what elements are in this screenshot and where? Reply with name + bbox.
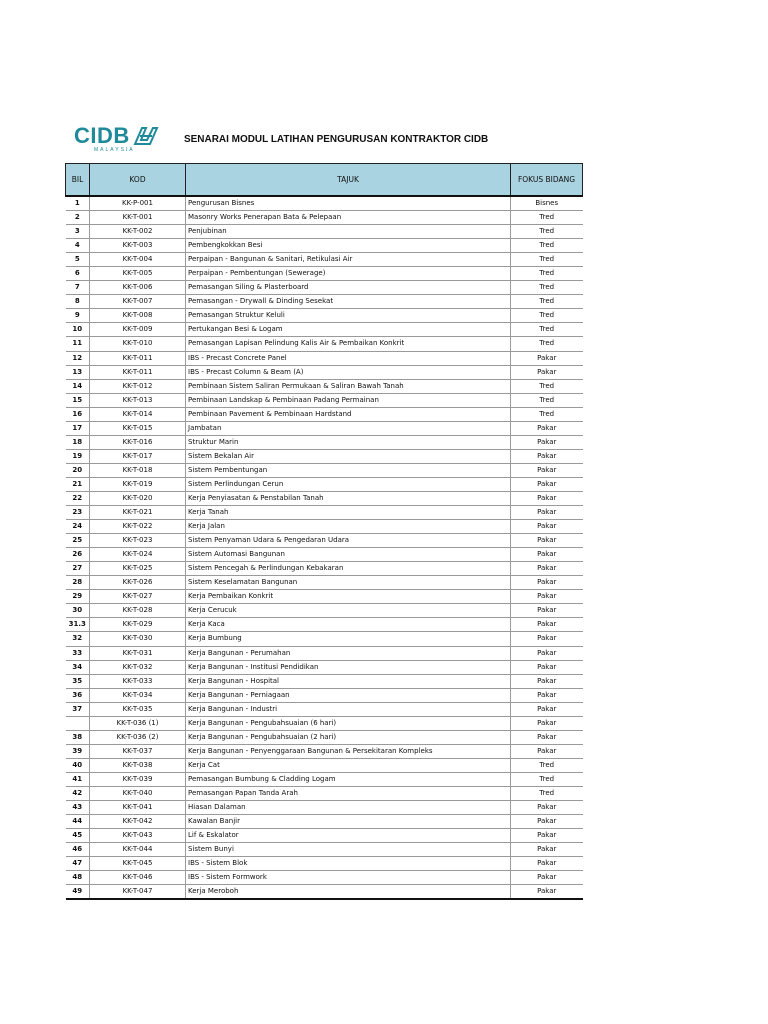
cell-tajuk: IBS - Sistem Formwork	[186, 871, 511, 885]
cell-tajuk: Struktur Marin	[186, 435, 511, 449]
logo-subtext: MALAYSIA	[94, 147, 135, 153]
cell-fokus-bidang: Tred	[511, 379, 583, 393]
cell-tajuk: Kerja Kaca	[186, 618, 511, 632]
cell-bil: 12	[66, 351, 90, 365]
cidb-logo	[72, 122, 182, 158]
cell-fokus-bidang: Pakar	[511, 744, 583, 758]
cell-bil: 42	[66, 786, 90, 800]
cell-fokus-bidang: Tred	[511, 337, 583, 351]
cell-kod: KK-T-003	[90, 239, 186, 253]
cell-bil: 26	[66, 548, 90, 562]
cell-kod: KK-T-019	[90, 477, 186, 491]
cell-kod: KK-T-036 (2)	[90, 730, 186, 744]
cell-tajuk: Sistem Automasi Bangunan	[186, 548, 511, 562]
cell-tajuk: Kerja Bangunan - Pengubahsuaian (6 hari)	[186, 716, 511, 730]
cell-tajuk: Kerja Penyiasatan & Penstabilan Tanah	[186, 491, 511, 505]
cell-kod: KK-T-013	[90, 393, 186, 407]
cell-kod: KK-T-001	[90, 211, 186, 225]
table-row	[66, 618, 583, 632]
table-row	[66, 491, 583, 505]
cell-tajuk: Pemasangan Lapisan Pelindung Kalis Air & Pembaikan Konkrit	[186, 337, 511, 351]
table-row	[66, 885, 583, 900]
cell-tajuk: Kerja Bangunan - Perumahan	[186, 646, 511, 660]
cell-fokus-bidang: Tred	[511, 758, 583, 772]
table-row	[66, 477, 583, 491]
cell-bil: 9	[66, 309, 90, 323]
cell-tajuk: Kerja Meroboh	[186, 885, 511, 900]
table-row	[66, 829, 583, 843]
cell-kod: KK-T-040	[90, 786, 186, 800]
cell-tajuk: Sistem Perlindungan Cerun	[186, 477, 511, 491]
table-row	[66, 702, 583, 716]
table-body	[66, 196, 583, 899]
cell-fokus-bidang: Tred	[511, 253, 583, 267]
cell-fokus-bidang: Tred	[511, 211, 583, 225]
cell-tajuk: Hiasan Dalaman	[186, 801, 511, 815]
cell-bil: 48	[66, 871, 90, 885]
cell-bil: 45	[66, 829, 90, 843]
cell-kod: KK-T-024	[90, 548, 186, 562]
cell-tajuk: Pengurusan Bisnes	[186, 196, 511, 211]
cell-tajuk: Kerja Jalan	[186, 520, 511, 534]
cell-tajuk: Pemasangan Papan Tanda Arah	[186, 786, 511, 800]
cell-kod: KK-P-001	[90, 196, 186, 211]
table-row	[66, 449, 583, 463]
cell-fokus-bidang: Pakar	[511, 815, 583, 829]
cell-tajuk: Pembengkokkan Besi	[186, 239, 511, 253]
table-row	[66, 758, 583, 772]
cell-tajuk: Jambatan	[186, 421, 511, 435]
cell-kod: KK-T-031	[90, 646, 186, 660]
table-row	[66, 211, 583, 225]
cell-kod: KK-T-032	[90, 660, 186, 674]
cell-kod: KK-T-011	[90, 351, 186, 365]
table-row	[66, 674, 583, 688]
cell-bil: 38	[66, 730, 90, 744]
cell-fokus-bidang: Pakar	[511, 506, 583, 520]
cell-fokus-bidang: Pakar	[511, 801, 583, 815]
cell-tajuk: Sistem Keselamatan Bangunan	[186, 576, 511, 590]
cell-kod: KK-T-007	[90, 295, 186, 309]
cell-fokus-bidang: Pakar	[511, 449, 583, 463]
cell-bil: 30	[66, 604, 90, 618]
cell-kod: KK-T-025	[90, 562, 186, 576]
cell-tajuk: Kerja Tanah	[186, 506, 511, 520]
cell-bil: 43	[66, 801, 90, 815]
cell-tajuk: Kerja Bangunan - Penyenggaraan Bangunan & Persekitaran Kompleks	[186, 744, 511, 758]
cell-fokus-bidang: Pakar	[511, 660, 583, 674]
cell-fokus-bidang: Pakar	[511, 674, 583, 688]
cell-tajuk: Kerja Cat	[186, 758, 511, 772]
cell-bil: 46	[66, 843, 90, 857]
cell-fokus-bidang: Pakar	[511, 716, 583, 730]
cell-tajuk: Pemasangan Siling & Plasterboard	[186, 281, 511, 295]
cell-bil: 27	[66, 562, 90, 576]
cell-tajuk: Sistem Pembentungan	[186, 463, 511, 477]
cell-bil: 44	[66, 815, 90, 829]
cell-fokus-bidang: Pakar	[511, 365, 583, 379]
table-row	[66, 576, 583, 590]
cell-bil: 1	[66, 196, 90, 211]
table-row	[66, 393, 583, 407]
table-row	[66, 506, 583, 520]
cell-tajuk: Pemasangan Bumbung & Cladding Logam	[186, 772, 511, 786]
cell-tajuk: Kerja Bumbung	[186, 632, 511, 646]
table-row	[66, 815, 583, 829]
cell-bil: 35	[66, 674, 90, 688]
table-row	[66, 871, 583, 885]
cell-tajuk: Sistem Bunyi	[186, 843, 511, 857]
table-row	[66, 435, 583, 449]
table-row	[66, 716, 583, 730]
cell-bil: 39	[66, 744, 90, 758]
cell-bil: 2	[66, 211, 90, 225]
cell-kod: KK-T-015	[90, 421, 186, 435]
cell-fokus-bidang: Pakar	[511, 562, 583, 576]
cell-fokus-bidang: Tred	[511, 295, 583, 309]
cell-bil: 22	[66, 491, 90, 505]
cell-kod: KK-T-023	[90, 534, 186, 548]
cell-fokus-bidang: Tred	[511, 407, 583, 421]
cell-bil: 13	[66, 365, 90, 379]
column-header-tajuk: TAJUK	[186, 164, 511, 197]
cell-fokus-bidang: Pakar	[511, 843, 583, 857]
cell-bil: 20	[66, 463, 90, 477]
cell-bil: 14	[66, 379, 90, 393]
cell-fokus-bidang: Pakar	[511, 576, 583, 590]
cell-tajuk: Kerja Cerucuk	[186, 604, 511, 618]
cell-bil: 36	[66, 688, 90, 702]
table-row	[66, 267, 583, 281]
cell-fokus-bidang: Pakar	[511, 351, 583, 365]
table-row	[66, 604, 583, 618]
cell-tajuk: Kerja Bangunan - Perniagaan	[186, 688, 511, 702]
cell-kod: KK-T-017	[90, 449, 186, 463]
cell-kod: KK-T-045	[90, 857, 186, 871]
cell-kod: KK-T-039	[90, 772, 186, 786]
cell-fokus-bidang: Tred	[511, 225, 583, 239]
cell-kod: KK-T-005	[90, 267, 186, 281]
cell-kod: KK-T-036 (1)	[90, 716, 186, 730]
logo-text: CIDB	[74, 123, 130, 148]
cell-fokus-bidang: Pakar	[511, 688, 583, 702]
cell-kod: KK-T-009	[90, 323, 186, 337]
document-header	[72, 122, 592, 158]
cell-bil: 23	[66, 506, 90, 520]
table-row	[66, 548, 583, 562]
cell-tajuk: IBS - Precast Concrete Panel	[186, 351, 511, 365]
cell-bil: 47	[66, 857, 90, 871]
cell-kod: KK-T-014	[90, 407, 186, 421]
cell-fokus-bidang: Pakar	[511, 491, 583, 505]
cell-fokus-bidang: Pakar	[511, 730, 583, 744]
cell-fokus-bidang: Tred	[511, 281, 583, 295]
cell-bil: 11	[66, 337, 90, 351]
cell-fokus-bidang: Tred	[511, 786, 583, 800]
cell-bil: 24	[66, 520, 90, 534]
cell-kod: KK-T-041	[90, 801, 186, 815]
column-header-kod: KOD	[90, 164, 186, 197]
table-row	[66, 857, 583, 871]
cell-bil: 10	[66, 323, 90, 337]
cell-fokus-bidang: Pakar	[511, 632, 583, 646]
table-row	[66, 225, 583, 239]
table-row	[66, 786, 583, 800]
cell-tajuk: Sistem Pencegah & Perlindungan Kebakaran	[186, 562, 511, 576]
cell-fokus-bidang: Tred	[511, 239, 583, 253]
cell-kod: KK-T-043	[90, 829, 186, 843]
table-row	[66, 239, 583, 253]
column-header-bil: BIL	[66, 164, 90, 197]
cidb-emblem-icon	[132, 124, 160, 148]
table-row	[66, 646, 583, 660]
cell-bil: 40	[66, 758, 90, 772]
cell-fokus-bidang: Pakar	[511, 477, 583, 491]
table-row	[66, 295, 583, 309]
cell-tajuk: Kerja Bangunan - Institusi Pendidikan	[186, 660, 511, 674]
cell-tajuk: Pemasangan - Drywall & Dinding Sesekat	[186, 295, 511, 309]
cell-bil	[66, 716, 90, 730]
cell-tajuk: Kawalan Banjir	[186, 815, 511, 829]
cell-fokus-bidang: Pakar	[511, 421, 583, 435]
cell-tajuk: Masonry Works Penerapan Bata & Pelepaan	[186, 211, 511, 225]
table-row	[66, 323, 583, 337]
cell-tajuk: Pembinaan Sistem Saliran Permukaan & Saliran Bawah Tanah	[186, 379, 511, 393]
cell-bil: 5	[66, 253, 90, 267]
cell-bil: 7	[66, 281, 90, 295]
table-row	[66, 379, 583, 393]
cell-fokus-bidang: Bisnes	[511, 196, 583, 211]
cell-kod: KK-T-012	[90, 379, 186, 393]
column-header-fokus-bidang: FOKUS BIDANG	[511, 164, 583, 197]
cell-tajuk: Pembinaan Pavement & Pembinaan Hardstand	[186, 407, 511, 421]
table-row	[66, 365, 583, 379]
cell-kod: KK-T-026	[90, 576, 186, 590]
cell-kod: KK-T-042	[90, 815, 186, 829]
cell-fokus-bidang: Pakar	[511, 463, 583, 477]
cell-fokus-bidang: Tred	[511, 267, 583, 281]
table-row	[66, 337, 583, 351]
cell-kod: KK-T-033	[90, 674, 186, 688]
cell-fokus-bidang: Pakar	[511, 548, 583, 562]
cell-kod: KK-T-006	[90, 281, 186, 295]
cell-kod: KK-T-008	[90, 309, 186, 323]
cell-tajuk: Pemasangan Struktur Keluli	[186, 309, 511, 323]
cell-kod: KK-T-030	[90, 632, 186, 646]
cell-fokus-bidang: Pakar	[511, 604, 583, 618]
table-row	[66, 351, 583, 365]
table-row	[66, 520, 583, 534]
cell-tajuk: Perpaipan - Bangunan & Sanitari, Retikulasi Air	[186, 253, 511, 267]
table-row	[66, 632, 583, 646]
cell-kod: KK-T-044	[90, 843, 186, 857]
table-row	[66, 590, 583, 604]
cell-bil: 17	[66, 421, 90, 435]
module-table	[65, 163, 583, 900]
cell-fokus-bidang: Tred	[511, 772, 583, 786]
table-row	[66, 253, 583, 267]
cell-tajuk: Pembinaan Landskap & Pembinaan Padang Permainan	[186, 393, 511, 407]
cell-bil: 21	[66, 477, 90, 491]
cell-tajuk: Lif & Eskalator	[186, 829, 511, 843]
cell-kod: KK-T-047	[90, 885, 186, 900]
cell-bil: 19	[66, 449, 90, 463]
table-row	[66, 843, 583, 857]
cell-fokus-bidang: Tred	[511, 323, 583, 337]
cell-bil: 49	[66, 885, 90, 900]
cell-tajuk: Kerja Bangunan - Hospital	[186, 674, 511, 688]
table-row	[66, 801, 583, 815]
cell-kod: KK-T-002	[90, 225, 186, 239]
cell-fokus-bidang: Pakar	[511, 534, 583, 548]
table-row	[66, 463, 583, 477]
cell-bil: 15	[66, 393, 90, 407]
cell-bil: 18	[66, 435, 90, 449]
cell-kod: KK-T-037	[90, 744, 186, 758]
cell-bil: 8	[66, 295, 90, 309]
cell-kod: KK-T-011	[90, 365, 186, 379]
cell-kod: KK-T-004	[90, 253, 186, 267]
cell-kod: KK-T-034	[90, 688, 186, 702]
table-row	[66, 196, 583, 211]
cell-fokus-bidang: Pakar	[511, 871, 583, 885]
cell-kod: KK-T-035	[90, 702, 186, 716]
cell-tajuk: Sistem Penyaman Udara & Pengedaran Udara	[186, 534, 511, 548]
cell-tajuk: Kerja Bangunan - Pengubahsuaian (2 hari)	[186, 730, 511, 744]
table-row	[66, 744, 583, 758]
cell-fokus-bidang: Pakar	[511, 885, 583, 900]
document-title: SENARAI MODUL LATIHAN PENGURUSAN KONTRAKTOR CIDB	[184, 133, 489, 145]
cell-fokus-bidang: Tred	[511, 393, 583, 407]
cell-kod: KK-T-027	[90, 590, 186, 604]
cell-bil: 29	[66, 590, 90, 604]
table-row	[66, 534, 583, 548]
cell-bil: 37	[66, 702, 90, 716]
cell-kod: KK-T-016	[90, 435, 186, 449]
cell-bil: 41	[66, 772, 90, 786]
table-row	[66, 407, 583, 421]
cell-bil: 31.3	[66, 618, 90, 632]
table-row	[66, 730, 583, 744]
cell-tajuk: IBS - Sistem Blok	[186, 857, 511, 871]
cell-kod: KK-T-018	[90, 463, 186, 477]
table-header	[66, 164, 583, 197]
table-row	[66, 562, 583, 576]
table-row	[66, 660, 583, 674]
cell-tajuk: IBS - Precast Column & Beam (A)	[186, 365, 511, 379]
cell-fokus-bidang: Pakar	[511, 646, 583, 660]
cell-kod: KK-T-028	[90, 604, 186, 618]
cell-tajuk: Pertukangan Besi & Logam	[186, 323, 511, 337]
cell-fokus-bidang: Tred	[511, 309, 583, 323]
cell-fokus-bidang: Pakar	[511, 590, 583, 604]
cell-kod: KK-T-022	[90, 520, 186, 534]
table-row	[66, 772, 583, 786]
cell-fokus-bidang: Pakar	[511, 618, 583, 632]
cell-tajuk: Perpaipan - Pembentungan (Sewerage)	[186, 267, 511, 281]
cell-kod: KK-T-046	[90, 871, 186, 885]
cell-tajuk: Kerja Pembaikan Konkrit	[186, 590, 511, 604]
cell-fokus-bidang: Pakar	[511, 520, 583, 534]
cell-tajuk: Sistem Bekalan Air	[186, 449, 511, 463]
cell-fokus-bidang: Pakar	[511, 829, 583, 843]
cell-kod: KK-T-020	[90, 491, 186, 505]
cell-tajuk: Kerja Bangunan - Industri	[186, 702, 511, 716]
cell-bil: 33	[66, 646, 90, 660]
table-row	[66, 421, 583, 435]
cell-bil: 3	[66, 225, 90, 239]
table-row	[66, 281, 583, 295]
cell-bil: 34	[66, 660, 90, 674]
cell-fokus-bidang: Pakar	[511, 702, 583, 716]
cell-kod: KK-T-021	[90, 506, 186, 520]
cell-bil: 4	[66, 239, 90, 253]
cell-fokus-bidang: Pakar	[511, 435, 583, 449]
cell-bil: 16	[66, 407, 90, 421]
cell-fokus-bidang: Pakar	[511, 857, 583, 871]
cell-kod: KK-T-029	[90, 618, 186, 632]
table-row	[66, 309, 583, 323]
cell-bil: 25	[66, 534, 90, 548]
cell-tajuk: Penjubinan	[186, 225, 511, 239]
cell-bil: 32	[66, 632, 90, 646]
cell-kod: KK-T-038	[90, 758, 186, 772]
table-row	[66, 688, 583, 702]
cell-bil: 28	[66, 576, 90, 590]
cell-kod: KK-T-010	[90, 337, 186, 351]
cell-bil: 6	[66, 267, 90, 281]
